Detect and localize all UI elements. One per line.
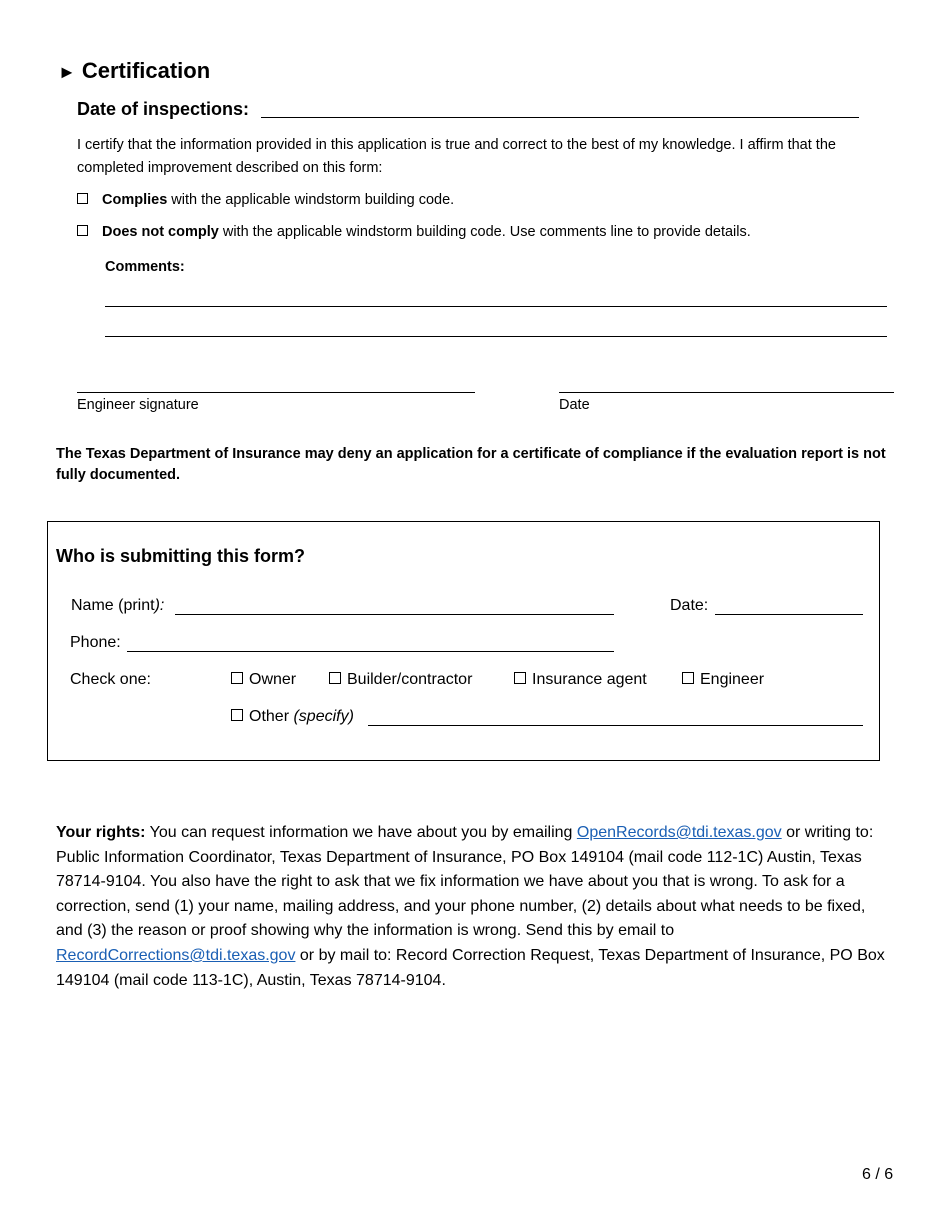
complies-checkbox[interactable] <box>77 193 88 204</box>
signature-date-label: Date <box>559 397 590 413</box>
open-records-email-link[interactable]: OpenRecords@tdi.texas.gov <box>576 824 782 841</box>
engineer-signature-line[interactable] <box>77 392 475 393</box>
does-not-comply-option[interactable]: Does not comply with the applicable windstorm building code. Use comments line to provide details. <box>77 224 751 240</box>
owner-checkbox[interactable] <box>231 672 243 684</box>
builder-contractor-checkbox[interactable] <box>329 672 341 684</box>
comments-line-1[interactable] <box>105 306 887 307</box>
choice-other[interactable]: Other (specify) <box>231 708 354 726</box>
signature-date-line[interactable] <box>559 392 894 393</box>
complies-option[interactable]: Complies with the applicable windstorm building code. <box>77 192 454 208</box>
choice-owner[interactable]: Owner <box>231 671 296 689</box>
comments-label: Comments: <box>105 259 185 275</box>
choice-engineer[interactable]: Engineer <box>682 671 764 689</box>
does-not-comply-checkbox[interactable] <box>77 225 88 236</box>
date-of-inspections-field[interactable] <box>261 117 859 118</box>
name-print-field[interactable] <box>175 614 614 615</box>
phone-label: Phone: <box>70 634 121 651</box>
engineer-checkbox[interactable] <box>682 672 694 684</box>
choice-builder-contractor[interactable]: Builder/contractor <box>329 671 472 689</box>
triangle-right-icon: ► <box>58 62 76 82</box>
date-of-inspections-label: Date of inspections: <box>77 99 250 119</box>
check-one-label: Check one: <box>70 671 151 688</box>
submitter-date-field[interactable] <box>715 614 863 615</box>
page-number: 6 / 6 <box>862 1166 894 1183</box>
other-specify-field[interactable] <box>368 725 863 726</box>
other-checkbox[interactable] <box>231 709 243 721</box>
certification-statement: I certify that the information provided in this application is true and correct to the best of my knowledge. I affirm that the completed improvement described on this form: <box>77 137 836 176</box>
record-corrections-email-link[interactable]: RecordCorrections@tdi.texas.gov <box>56 946 296 964</box>
your-rights-paragraph: Your rights: You can request information we have about you by emailing OpenRecords@tdi.texas.gov or writing to: Public Information Coordinator, Texas Department of Insurance, PO Box 149104 (mail code 112-1C) Austin, Texas 78714-9104. You also have the right to ask that we fix information we have about you that is wrong. To ask for a correction, send (1) your name, mailing address, and your phone number, (2) details about what needs to be fixed, and (3) the reason or proof showing why the information is wrong. Send this by email to RecordCorrections@tdi.texas.gov or by mail to: Record Correction Request, Texas Department of Insurance, PO Box 149104 (mail code 113-1C), Austin, Texas 78714-9104. <box>56 824 885 989</box>
insurance-agent-checkbox[interactable] <box>514 672 526 684</box>
comments-line-2[interactable] <box>105 336 887 337</box>
engineer-signature-label: Engineer signature <box>77 397 199 413</box>
section-title: ► Certification <box>58 58 211 83</box>
phone-field[interactable] <box>127 651 614 652</box>
choice-insurance-agent[interactable]: Insurance agent <box>514 671 647 689</box>
submitter-title: Who is submitting this form? <box>56 546 305 566</box>
submitter-date-label: Date: <box>670 597 709 614</box>
deny-warning: The Texas Department of Insurance may deny an application for a certificate of compliance if the evaluation report is not fully documented. <box>56 446 886 483</box>
name-print-label: Name (print): <box>71 597 165 614</box>
